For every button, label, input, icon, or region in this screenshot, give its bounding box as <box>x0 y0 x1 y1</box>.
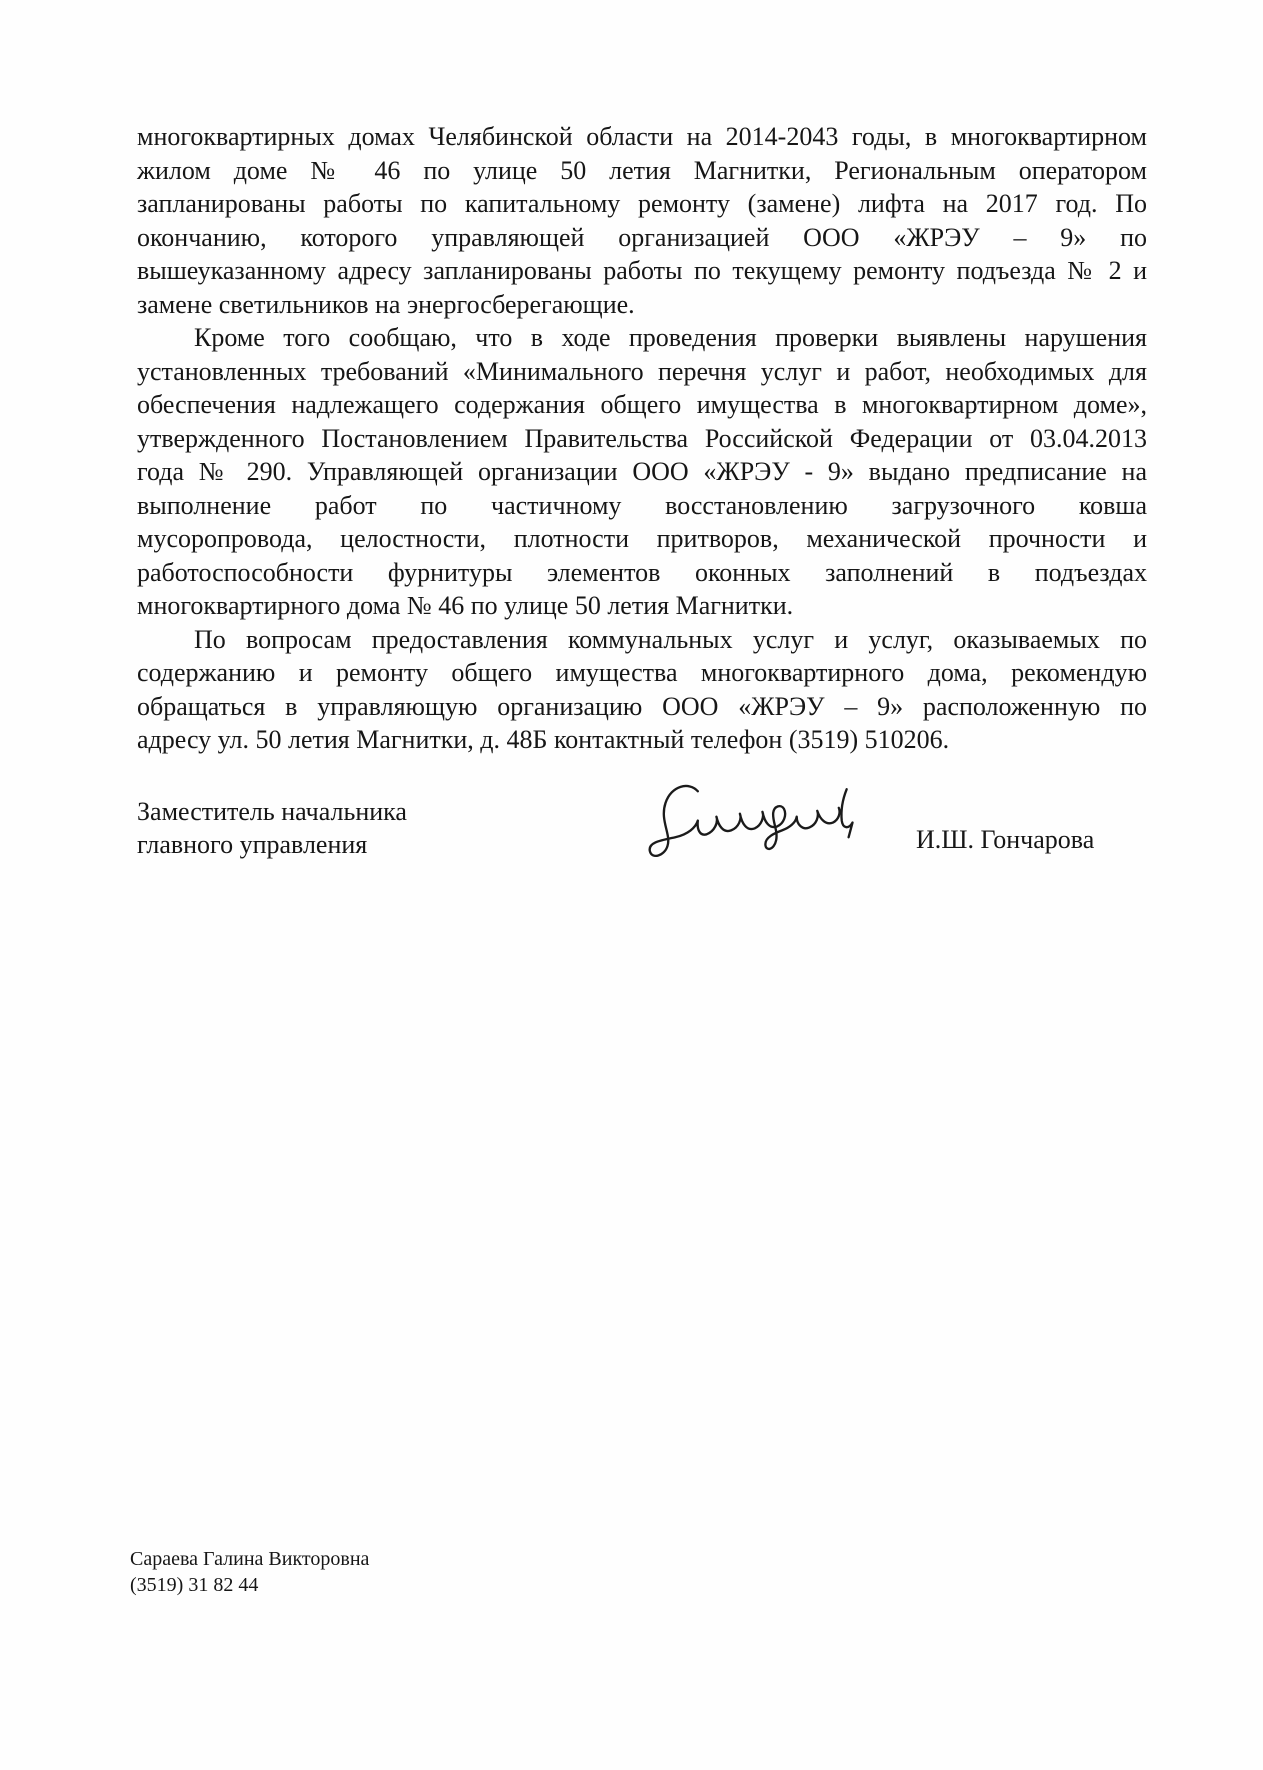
text-line: многоквартирных домах Челябинской области на 2014-2043 годы, в многоквартирном <box>137 122 1147 151</box>
handwritten-signature-icon <box>642 778 877 873</box>
text-line: обращаться в управляющую организацию ООО «ЖРЭУ – 9» расположенную по <box>137 691 1147 721</box>
signer-position <box>137 795 407 862</box>
signature-block <box>137 795 1147 925</box>
text-line: установленных требований «Минимального перечня услуг и работ, необходимых для <box>137 356 1147 386</box>
signer-name: И.Ш. Гончарова <box>916 824 1095 854</box>
letter-body <box>137 120 1147 925</box>
executor-contact-block <box>130 1546 369 1598</box>
text-line: мусоропровода, целостности, плотности притворов, механической прочности и <box>137 524 1147 553</box>
text-line: запланированы работы по капитальному ремонту (замене) лифта на 2017 год. По <box>137 189 1147 218</box>
paragraph-capital-repair <box>137 120 1147 321</box>
text-line: главного управления <box>137 830 368 859</box>
paragraph-violations <box>137 321 1147 623</box>
text-line: адресу ул. 50 летия Магнитки, д. 48Б контактный телефон (3519) 510206. <box>137 725 950 754</box>
text-line: замене светильников на энергосберегающие. <box>137 289 635 319</box>
text-line: утвержденного Постановлением Правительства Российской Федерации от 03.04.2013 <box>137 423 1147 453</box>
text-line: года № 290. Управляющей организации ООО «ЖРЭУ - 9» выдано предписание на <box>137 457 1147 486</box>
text-line: Заместитель начальника <box>137 796 407 826</box>
text-line: вышеуказанному адресу запланированы работы по текущему ремонту подъезда № 2 и <box>137 256 1147 285</box>
text-line: По вопросам предоставления коммунальных услуг и услуг, оказываемых по <box>194 624 1147 654</box>
text-line: работоспособности фурнитуры элементов оконных заполнений в подъездах <box>137 557 1147 587</box>
text-line: выполнение работ по частичному восстановлению загрузочного ковша <box>137 490 1147 520</box>
paragraph-contacts-recommendation <box>137 623 1147 757</box>
text-line: Кроме того сообщаю, что в ходе проведения проверки выявлены нарушения <box>194 323 1147 352</box>
text-line: содержанию и ремонту общего имущества многоквартирного дома, рекомендую <box>137 658 1147 687</box>
text-line: обеспечения надлежащего содержания общего имущества в многоквартирном доме», <box>137 390 1147 419</box>
text-line: жилом доме № 46 по улице 50 летия Магнитки, Региональным оператором <box>137 155 1147 185</box>
text-line: окончанию, которого управляющей организацией ООО «ЖРЭУ – 9» по <box>137 222 1147 252</box>
text-line: многоквартирного дома № 46 по улице 50 летия Магнитки. <box>137 591 794 620</box>
executor-phone: (3519) 31 82 44 <box>130 1574 259 1596</box>
executor-name: Сараева Галина Викторовна <box>130 1548 370 1570</box>
